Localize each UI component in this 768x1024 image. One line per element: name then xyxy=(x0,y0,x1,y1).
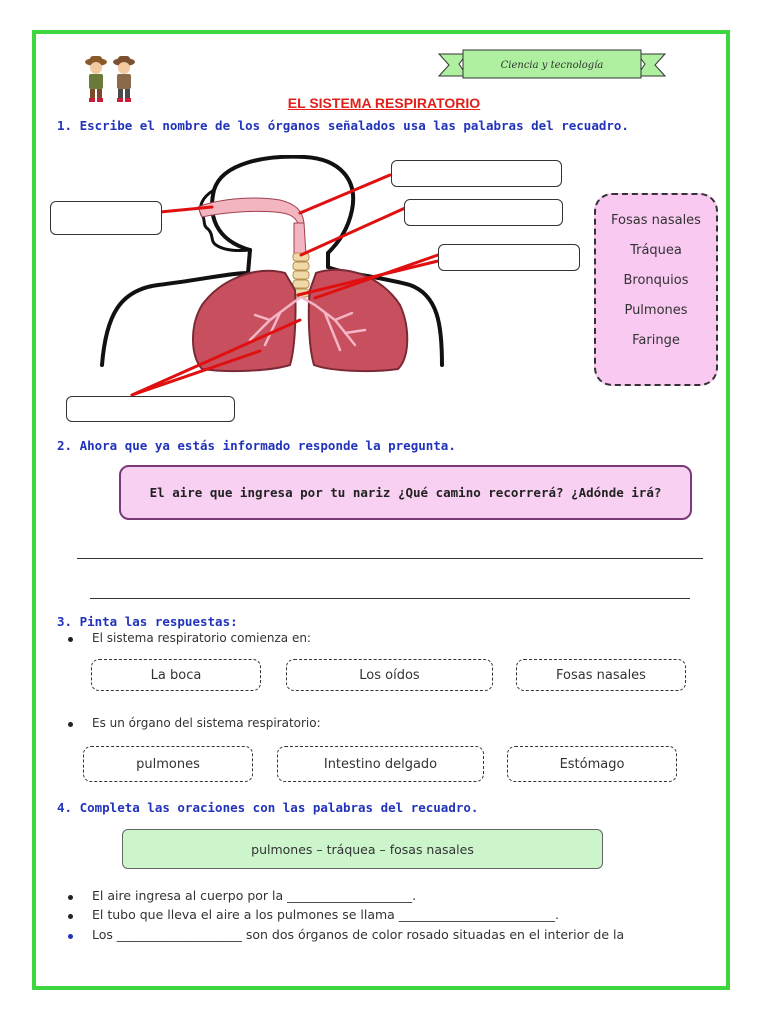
instruction-2: 2. Ahora que ya estás informado responde la pregunta. xyxy=(57,438,456,453)
option-estomago[interactable]: Estómago xyxy=(507,746,677,782)
option-intestino-delgado[interactable]: Intestino delgado xyxy=(277,746,484,782)
sentence-3: Los ____________________ son dos órganos de color rosado situadas en el interior de la xyxy=(92,927,625,942)
word-bank-item: Faringe xyxy=(632,333,680,348)
option-la-boca[interactable]: La boca xyxy=(91,659,261,691)
instruction-4: 4. Completa las oraciones con las palabras del recuadro. xyxy=(57,800,479,815)
word-bank-item: Bronquios xyxy=(623,273,689,288)
option-fosas-nasales[interactable]: Fosas nasales xyxy=(516,659,686,691)
instruction-3: 3. Pinta las respuestas: xyxy=(57,614,238,629)
sentence-1: El aire ingresa al cuerpo por la ____________________. xyxy=(92,888,417,903)
sentence-2: El tubo que lleva el aire a los pulmones se llama _________________________. xyxy=(92,907,560,922)
word-bank-item: Pulmones xyxy=(624,303,688,318)
label-box-pharynx[interactable] xyxy=(391,160,562,187)
word-bank-item: Tráquea xyxy=(630,243,682,258)
bullet xyxy=(68,637,73,642)
bullet xyxy=(68,722,73,727)
word-bank-sentences: pulmones – tráquea – fosas nasales xyxy=(122,829,603,869)
page-title: EL SISTEMA RESPIRATORIO xyxy=(287,95,481,111)
word-bank-item: Fosas nasales xyxy=(611,213,701,228)
instruction-1: 1. Escribe el nombre de los órganos señalados usa las palabras del recuadro. xyxy=(57,118,629,133)
word-bank-organs xyxy=(594,193,718,386)
respiratory-system-illustration xyxy=(90,155,510,410)
bullet xyxy=(68,895,73,900)
question-box: El aire que ingresa por tu nariz ¿Qué camino recorrerá? ¿Adónde irá? xyxy=(119,465,692,520)
answer-line-1[interactable] xyxy=(77,558,703,559)
label-box-trachea[interactable] xyxy=(404,199,563,226)
ribbon-banner xyxy=(437,48,667,84)
bullet xyxy=(68,934,73,939)
answer-line-2[interactable] xyxy=(90,598,690,599)
question-organ: Es un órgano del sistema respiratorio: xyxy=(92,716,321,730)
question-start: El sistema respiratorio comienza en: xyxy=(92,631,311,645)
label-box-nose[interactable] xyxy=(50,201,162,235)
option-pulmones[interactable]: pulmones xyxy=(83,746,253,782)
bullet xyxy=(68,914,73,919)
label-box-bronchi[interactable] xyxy=(438,244,580,271)
option-los-oidos[interactable]: Los oídos xyxy=(286,659,493,691)
ribbon-label: Ciencia y tecnología xyxy=(500,60,604,71)
label-box-lungs[interactable] xyxy=(66,396,235,422)
